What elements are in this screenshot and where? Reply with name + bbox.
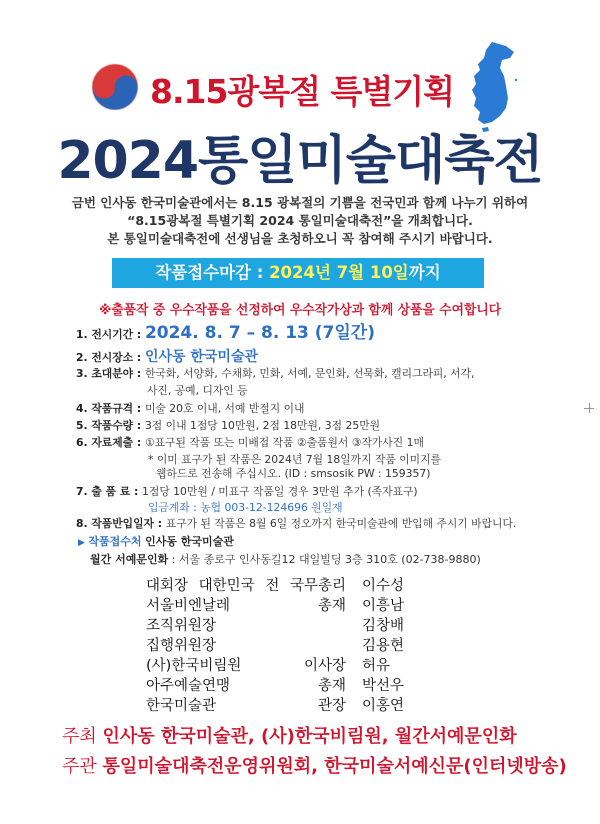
reception-addr-name: 월간 서예문인화 xyxy=(90,553,169,566)
delivery-label: 8. 작품반입일자 : xyxy=(76,517,166,530)
committee-name: 이흥남 xyxy=(362,598,405,614)
intro-line-2: “8.15광복절 특별기획 2024 통일미술대축전”을 개최합니다. xyxy=(127,213,473,228)
size-value: 미술 20호 이내, 서예 반절지 이내 xyxy=(144,402,305,415)
info-count xyxy=(76,418,380,433)
reception-label: 작품접수처 xyxy=(88,535,142,548)
deadline-date: 2024년 7월 10일 xyxy=(269,263,409,282)
organizer-orgs: 통일미술대축전운영위원회, 한국미술서예신문(인터넷방송) xyxy=(102,756,567,777)
committee-role: 서울비엔날레 총재 xyxy=(146,598,346,614)
triangle-right-icon: ▶ xyxy=(78,538,85,548)
committee-name: 김용현 xyxy=(362,638,405,654)
fee-label: 7. 출 품 료 : xyxy=(76,485,143,498)
submit-note-2: 웹하드로 전송해 주십시오. (ID : smsosik PW : 159357) xyxy=(156,467,431,480)
delivery-value: 표구가 된 작품은 8월 6일 정오까지 한국미술관에 반입해 주시기 바랍니다. xyxy=(165,517,517,530)
event-subtitle: 8.15광복절 특별기획 xyxy=(150,72,455,111)
intro-line-1: 금번 인사동 한국미술관에서는 8.15 광복절의 기쁨을 전국민과 함께 나누기 위하여 xyxy=(71,195,529,210)
fee-value: 1점당 10만원 / 미표구 작품일 경우 3만원 추가 (족자표구) xyxy=(142,485,418,498)
committee-name: 이수성 xyxy=(362,578,405,594)
reception-address xyxy=(90,551,481,567)
venue-value: 인사동 한국미술관 xyxy=(144,349,259,365)
submit-value: ①표구된 작품 또는 미배접 작품 ②출품원서 ③작가사진 1매 xyxy=(144,436,424,449)
page-marker xyxy=(589,403,590,413)
committee-name: 김창배 xyxy=(362,618,405,634)
field-value-2: 사진, 공예, 디자인 등 xyxy=(147,384,248,397)
host-line xyxy=(62,722,517,748)
taegeuk-icon xyxy=(90,62,140,112)
committee-role: 조직위원장 xyxy=(146,618,217,634)
reception-addr-value: : 서울 종로구 인사동길12 대일빌딩 3층 310호 (02-738-9880) xyxy=(168,553,481,566)
committee-name: 이홍연 xyxy=(362,698,405,714)
info-submit xyxy=(76,435,424,450)
reception-title xyxy=(78,533,234,549)
host-orgs: 인사동 한국미술관, (사)한국비림원, 월간서예문인화 xyxy=(102,726,517,747)
info-size xyxy=(76,401,304,416)
deadline-banner xyxy=(112,258,484,288)
committee-role: 한국미술관 관장 xyxy=(146,698,346,714)
committee-name: 박선우 xyxy=(362,678,405,694)
reception-name: 인사동 한국미술관 xyxy=(145,535,234,548)
bank-account: 입금계좌 : 농협 003-12-124696 원일재 xyxy=(148,501,343,514)
award-notice: ※출품작 중 우수작품을 선정하여 우수작가상과 함께 상품을 수여합니다 xyxy=(98,303,502,318)
info-venue xyxy=(76,346,258,366)
committee-role: (사)한국비림원 이사장 xyxy=(146,658,346,674)
count-value: 3점 이내 1점당 10만원, 2점 18만원, 3점 25만원 xyxy=(144,419,381,432)
count-label: 5. 작품수량 : xyxy=(76,419,145,432)
organizer-line xyxy=(62,752,567,778)
host-kind: 주최 xyxy=(62,726,97,747)
info-field xyxy=(76,366,474,381)
committee-role: 아주예술연맹 총재 xyxy=(146,678,346,694)
submit-note-1: * 이미 표구가 된 작품은 2024년 7월 18일까지 작품 이미지를 xyxy=(148,453,441,466)
size-label: 4. 작품규격 : xyxy=(76,402,145,415)
submit-label: 6. 자료제출 : xyxy=(76,436,145,449)
field-value-1: 한국화, 서양화, 수채화, 민화, 서예, 문인화, 선묵화, 캘리그라피, 서각, xyxy=(144,367,475,380)
intro-line-3: 본 통일미술대축전에 선생님을 초청하오니 꼭 참여해 주시기 바랍니다. xyxy=(107,231,493,246)
deadline-suffix: 까지 xyxy=(408,263,441,282)
info-delivery xyxy=(76,516,516,531)
info-fee xyxy=(76,484,418,499)
committee-role: 대회장 대한민국 전 국무총리 xyxy=(146,578,346,594)
event-title: 2024통일미술대축전 xyxy=(57,131,543,191)
period-label: 1. 전시기간 : xyxy=(76,328,145,341)
info-period xyxy=(76,318,375,343)
committee-role: 집행위원장 xyxy=(146,638,217,654)
venue-label: 2. 전시장소 : xyxy=(76,351,145,364)
deadline-label: 작품접수마감 : xyxy=(155,263,270,282)
field-label: 3. 초대분야 : xyxy=(76,367,145,380)
period-value: 2024. 8. 7 – 8. 13 (7일간) xyxy=(144,323,375,343)
organizer-kind: 주관 xyxy=(62,756,97,777)
committee-name: 허유 xyxy=(362,658,391,674)
